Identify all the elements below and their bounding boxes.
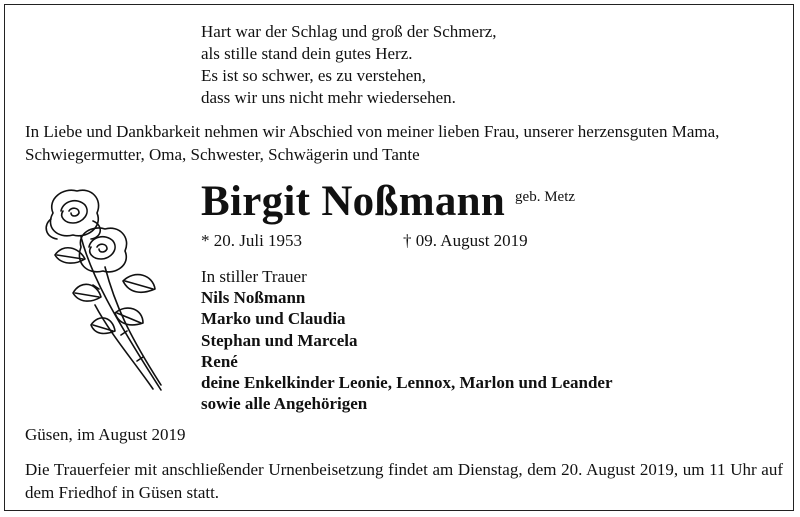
memorial-poem [201, 21, 497, 109]
place-and-date: Güsen, im August 2019 [25, 425, 186, 444]
poem-line: dass wir uns nicht mehr wiedersehen. [201, 88, 456, 107]
birth-date: * 20. Juli 1953 [201, 231, 303, 250]
mourners-heading: In stiller Trauer [201, 267, 307, 286]
death-date: † 09. August 2019 [403, 231, 528, 250]
obituary-notice [4, 4, 794, 511]
rose-illustration-icon [33, 185, 163, 395]
mourner-name: René [201, 351, 238, 371]
poem-line: Hart war der Schlag und groß der Schmerz, [201, 22, 497, 41]
mourner-name: Marko und Claudia [201, 309, 346, 329]
mourners-list [201, 266, 613, 414]
funeral-service-info: Die Trauerfeier mit anschließender Urnenbeisetzung findet am Dienstag, dem 20. August 2019, um 11 Uhr auf dem Friedhof in Güsen statt. [25, 460, 783, 502]
mourner-name: deine Enkelkinder Leonie, Lennox, Marlon und Leander [201, 373, 613, 393]
poem-line: Es ist so schwer, es zu verstehen, [201, 66, 426, 85]
maiden-name: geb. Metz [515, 189, 576, 205]
mourner-name: sowie alle Angehörigen [201, 394, 368, 414]
farewell-intro: In Liebe und Dankbarkeit nehmen wir Abschied von meiner lieben Frau, unserer herzensguten Mama, Schwiegermutter, Oma, Schwester, Schwägerin und Tante [25, 122, 720, 164]
deceased-name-row [201, 177, 575, 226]
deceased-name: Birgit Noßmann [201, 178, 506, 225]
mourner-name: Nils Noßmann [201, 288, 306, 308]
mourner-name: Stephan und Marcela [201, 330, 358, 350]
poem-line: als stille stand dein gutes Herz. [201, 44, 413, 63]
